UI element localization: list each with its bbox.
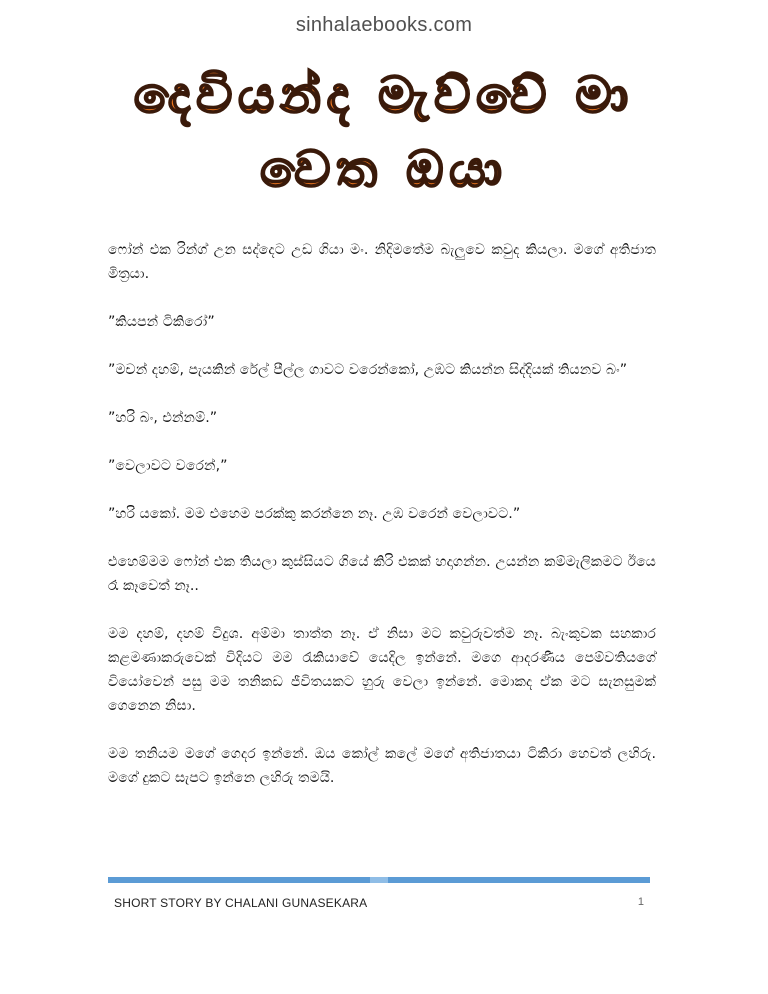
site-header: sinhalaebooks.com: [295, 14, 473, 36]
footer-divider-mark: [370, 877, 388, 883]
page-number: 1: [637, 896, 644, 908]
paragraph: ”කියපන් ටිකිරෝ”: [108, 314, 215, 330]
paragraph: ”හරි බං, එන්නම්.”: [108, 410, 218, 426]
footer-credit: SHORT STORY BY CHALANI GUNASEKARA: [114, 896, 368, 910]
paragraph: ”වෙලාවට වරෙන්,”: [108, 458, 228, 474]
paragraph: ෆෝන් එක රින්ග් උන සද්දෙට උඩ ගියා මං. නිදිමතේම බැලුවෙ කවුද කියලා. මගේ අතිජාත මිත්‍රයා.: [108, 242, 656, 282]
paragraph: එහෙම්මම ෆෝන් එක තියලා කුස්සියට ගියේ කිරි එකක් හදාගන්න. උයන්න කම්මැලිකමට ඊයෙ රෑ කෑවෙත් නෑ..: [108, 554, 656, 594]
footer-divider: [108, 877, 650, 883]
paragraph: ”හරි යකෝ. මම එහෙම පරක්කු කරන්නෙ නෑ. උඹ වරෙන් වෙලාවට.”: [108, 506, 521, 522]
book-title: [40, 58, 728, 206]
paragraph: මම තනියම මගේ ගෙදර ඉන්නේ. ඔය කෝල් කලේ මගේ අතිජාතයා ටිකිරා හෙවත් ලහිරු. මගේ දුකට සැපට ඉන්නෙ ලහිරු තමයි.: [108, 746, 656, 786]
paragraph: ”මචන් දහම්, පැයකින් රේල් පීල්ල ගාවට වරෙන්කෝ, උඹට කියන්න සිද්දියක් තියනව බං”: [108, 362, 628, 378]
title-line-2: වෙත ඔයා: [260, 140, 508, 198]
paragraph: මම දහම්, දහම් විදුශ. අම්මා තාත්ත නෑ. ඒ නිසා මට කවුරුවත්ම නෑ. බැංකුවක සහකාර කළමණාකරුවෙක් විදියට මම රැකියාවේ යෙදිල ඉන්නේ. මගෙ ආදරණීය පෙම්වතියගේ වියෝවෙන් පසු මම තනිකඩ ජීවිතයකට හුරු වෙලා ඉන්නේ. මොකද ඒක මට සැනසුමක් ගෙනෙන නිසා.: [108, 626, 656, 714]
title-line-1: දෙවියන්ද මැව්වේ මා: [133, 66, 634, 124]
story-body: [108, 238, 656, 814]
